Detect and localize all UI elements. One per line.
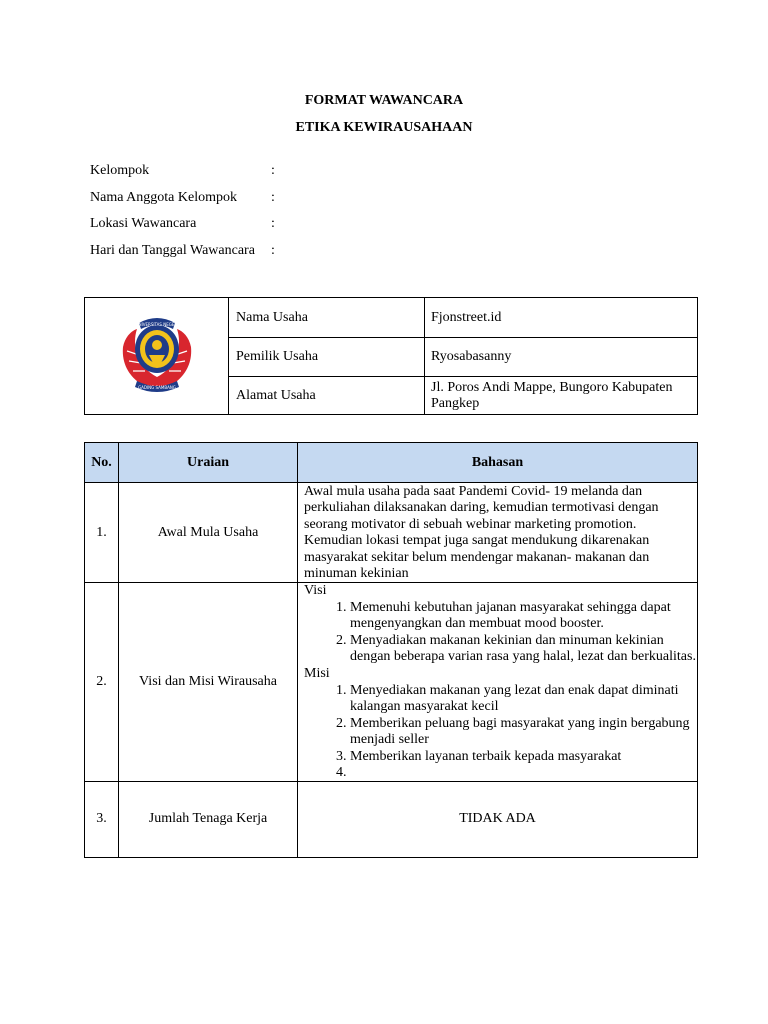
misi-item: 1. Menyediakan makanan yang lezat dan enak dapat diminati kalangan masyarakat kecil: [350, 683, 697, 716]
header-bahasan: Bahasan: [298, 443, 698, 483]
pemilik-usaha-value: Ryosabasanny: [425, 338, 698, 377]
nama-usaha-label: Nama Usaha: [229, 298, 425, 338]
alamat-usaha-value: Jl. Poros Andi Mappe, Bungoro Kabupaten Pangkep: [425, 377, 698, 415]
logo-bottom-text: GADING SAMBANG: [137, 384, 176, 390]
info-colon: :: [271, 243, 275, 258]
table-row: [85, 583, 698, 781]
logo-top-text: UNIVERSITAS NEGERI: [135, 321, 178, 327]
misi-item: [350, 765, 697, 781]
visi-item: 2. Menyadiakan makanan kekinian dan minuman kekinian dengan beberapa varian rasa yang halal, lezat dan berkualitas.: [350, 633, 697, 666]
logo-cell: [85, 298, 229, 415]
misi-item: 3. Memberikan layanan terbaik kepada masyarakat: [350, 749, 697, 765]
header-uraian: Uraian: [119, 443, 298, 483]
document-subtitle: ETIKA KEWIRAUSAHAAN: [295, 120, 473, 135]
row-uraian: Awal Mula Usaha: [119, 483, 298, 583]
alamat-usaha-label: Alamat Usaha: [229, 377, 425, 415]
visi-list: [298, 600, 697, 666]
visi-item: 1. Memenuhi kebutuhan jajanan masyarakat sehingga dapat mengenyangkan dan membuat mood booster.: [350, 600, 697, 633]
misi-item: 2. Memberikan peluang bagi masyarakat yang ingin bergabung menjadi seller: [350, 716, 697, 749]
business-info-table: [84, 297, 698, 415]
row-uraian: Jumlah Tenaga Kerja: [119, 781, 298, 857]
info-colon: :: [271, 163, 275, 178]
row-bahasan: [298, 583, 698, 781]
misi-label: Misi: [304, 666, 330, 682]
misi-list: [298, 683, 697, 781]
row-number: 1.: [85, 483, 119, 583]
table-row: [85, 781, 698, 857]
document-title: FORMAT WAWANCARA: [304, 93, 464, 108]
row-bahasan: [298, 483, 698, 583]
nama-usaha-value: Fjonstreet.id: [425, 298, 698, 338]
pemilik-usaha-label: Pemilik Usaha: [229, 338, 425, 377]
visi-label: Visi: [304, 583, 327, 599]
info-label: Hari dan Tanggal Wawancara: [90, 243, 255, 258]
interview-table: [84, 442, 698, 858]
bahasan-paragraph: Awal mula usaha pada saat Pandemi Covid- 19 melanda dan perkuliahan dilaksanakan daring, kemudian termotivasi dengan seorang motivator di sebuah webinar marketing promotion. Kemudian lokasi tempat juga sangat mendukung dikarenakan masyarakat sekitar belum mendengar makanan- makanan dan minuman kekinian: [304, 484, 659, 582]
info-colon: :: [271, 216, 275, 231]
info-colon: :: [271, 190, 275, 205]
table-row: [85, 483, 698, 583]
header-no: No.: [85, 443, 119, 483]
row-number: 3.: [85, 781, 119, 857]
info-label: Lokasi Wawancara: [90, 216, 197, 231]
info-label: Nama Anggota Kelompok: [90, 190, 237, 205]
row-bahasan: TIDAK ADA: [298, 781, 698, 857]
info-label: Kelompok: [90, 163, 150, 178]
row-uraian: Visi dan Misi Wirausaha: [119, 583, 298, 781]
row-number: 2.: [85, 583, 119, 781]
university-logo: [117, 311, 197, 397]
